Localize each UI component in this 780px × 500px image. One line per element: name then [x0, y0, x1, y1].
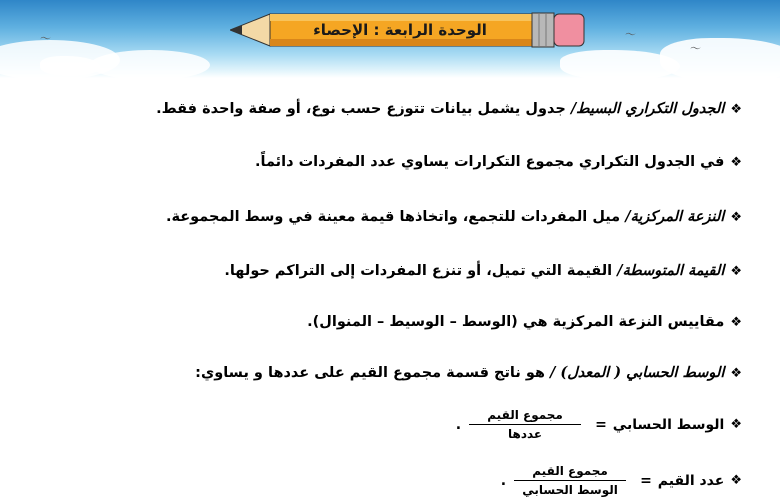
count-formula: ❖ عدد القيم = $\frac{\text{مجموع القيم}}{\text{الوسط الحسابي}}$ .: [500, 464, 742, 497]
page-title: الوحدة الرابعة : الإحصاء: [313, 21, 487, 39]
bullet-icon: ❖: [730, 366, 742, 381]
bird-icon: 〜: [40, 32, 51, 45]
definition-line: ❖مقاييس النزعة المركزية هي (الوسط – الوسيط – المنوال).: [307, 314, 742, 330]
bullet-icon: ❖: [730, 155, 742, 170]
definition-line: ❖القيمة المتوسطة/ القيمة التي تميل، أو تنزع المفردات إلى التراكم حولها.: [224, 262, 742, 279]
notes-content: [0, 86, 780, 500]
definition-line: ❖النزعة المركزية/ ميل المفردات للتجمع، واتخاذها قيمة معينة في وسط المجموعة.: [165, 208, 742, 225]
fraction: $\frac{\text{مجموع القيم}}{\text{الوسط الحسابي}}$: [514, 464, 626, 497]
definition-line: ❖في الجدول التكراري مجموع التكرارات يساوي عدد المفردات دائماً.: [255, 154, 742, 170]
bullet-icon: ❖: [730, 315, 742, 330]
bullet-icon: ❖: [730, 210, 742, 225]
cloud-decoration: [90, 50, 210, 78]
definition-line: ❖الوسط الحسابي ( المعدل) / هو ناتج قسمة مجموع القيم على عددها و يساوي:: [195, 364, 742, 381]
wave-decoration: [40, 56, 100, 76]
header-banner: [0, 0, 780, 78]
bullet-icon: ❖: [730, 473, 742, 488]
bullet-icon: ❖: [730, 264, 742, 279]
bullet-icon: ❖: [730, 102, 742, 117]
definition-line: ❖الجدول التكراري البسيط/ جدول يشمل بيانات تتوزع حسب نوع، أو صفة واحدة فقط.: [156, 100, 742, 117]
bird-icon: 〜: [690, 42, 701, 55]
fraction: $\frac{\text{مجموع القيم}}{\text{عددها}}$: [469, 408, 581, 441]
wave-decoration: [660, 38, 780, 78]
bullet-icon: ❖: [730, 417, 742, 432]
bird-icon: 〜: [625, 28, 636, 41]
mean-formula: ❖ الوسط الحسابي = $\frac{\text{مجموع القيم}}{\text{عددها}}$ .: [455, 408, 742, 441]
